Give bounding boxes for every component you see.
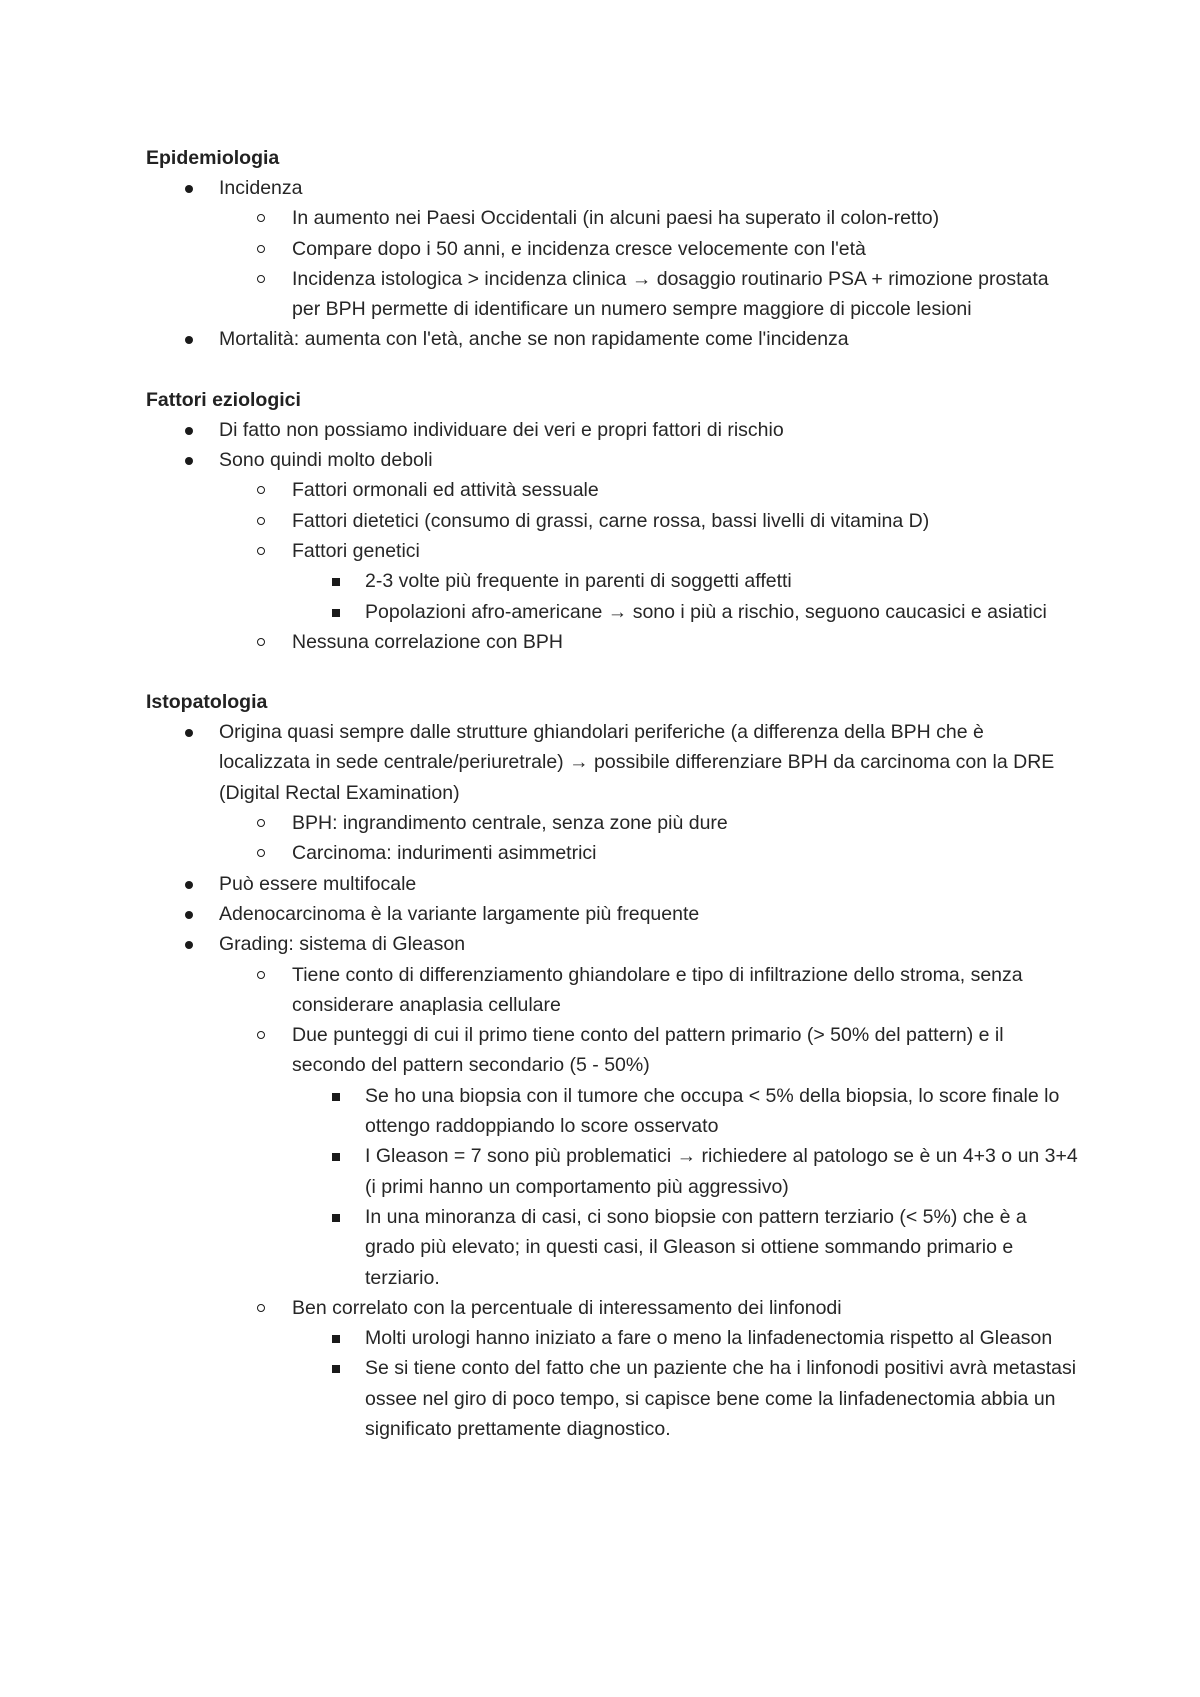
bullet-circle-icon [257,486,265,494]
list-item-text: Compare dopo i 50 anni, e incidenza cresce velocemente con l'età [292,237,866,260]
list-item-text: Incidenza istologica > incidenza clinica → dosaggio routinario PSA + rimozione prostata per BPH permette di identificare un numero sempre maggiore di piccole lesioni [292,267,1049,321]
list-item [219,536,1080,627]
bullet-square-icon [332,578,340,586]
list-item-text: Tiene conto di differenziamento ghiandolare e tipo di infiltrazione dello stroma, senza considerare anaplasia cellulare [292,963,1023,1016]
bullet-dot-icon [185,881,193,889]
list-item-text: Fattori dietetici (consumo di grassi, carne rossa, bassi livelli di vitamina D) [292,509,930,532]
list-item [219,1293,1080,1444]
list-item-text: Può essere multifocale [219,872,417,895]
list-item [292,1081,1080,1142]
fattori-list [146,415,1080,657]
list-item-text: I Gleason = 7 sono più problematici → richiedere al patologo se è un 4+3 o un 3+4 (i primi hanno un comportamento più aggressivo) [365,1145,1078,1198]
istopatologia-list [146,717,1080,1444]
list-item [146,717,1080,868]
list-item [146,415,1080,445]
list-item [219,960,1080,1021]
list-item-text: BPH: ingrandimento centrale, senza zone più dure [292,812,728,835]
list-item [219,264,1080,325]
due-punteggi-sublist [292,1081,1080,1293]
incidenza-sublist [219,203,1080,324]
bullet-dot-icon [185,336,193,344]
bullet-circle-icon [257,849,265,857]
list-item-text: Origina quasi sempre dalle strutture ghiandolari periferiche (a differenza della BPH che è localizzata in sede centrale/periuretrale) → possibile differenziare BPH da carcinoma con la DRE (Digital Rectal Examination) [219,721,1055,804]
section-title-fattori-eziologici: Fattori eziologici [146,388,301,411]
fattori-sublist [219,475,1080,657]
bullet-dot-icon [185,185,193,193]
bullet-square-icon [332,1153,340,1161]
list-item [219,808,1080,838]
list-item-text: Se ho una biopsia con il tumore che occupa < 5% della biopsia, lo score finale lo ottengo raddoppiando lo score osservato [365,1084,1060,1138]
list-item-text: In aumento nei Paesi Occidentali (in alcuni paesi ha superato il colon-retto) [292,207,940,230]
list-item-text: Incidenza [219,177,303,199]
list-item [292,566,1080,596]
bullet-dot-icon [185,941,193,949]
genetici-sublist [292,566,1080,627]
list-item-text: Se si tiene conto del fatto che un paziente che ha i linfonodi positivi avrà metastasi ossee nel giro di poco tempo, si capisce bene come la linfadenectomia abbia un significato prettamente diagnostico. [365,1357,1077,1440]
epidemiologia-list [146,173,1080,355]
list-item [219,475,1080,505]
bullet-circle-icon [257,638,265,646]
list-item-text: Ben correlato con la percentuale di interessamento dei linfonodi [292,1296,842,1319]
section-gap [146,355,1080,385]
origina-sublist [219,808,1080,869]
list-item [146,324,1080,354]
list-item-text: Molti urologi hanno iniziato a fare o meno la linfadenectomia rispetto al Gleason [365,1327,1053,1350]
bullet-dot-icon [185,911,193,919]
bullet-dot-icon [185,427,193,435]
list-item-text: Fattori ormonali ed attività sessuale [292,479,599,502]
ben-correlato-sublist [292,1323,1080,1444]
list-item [292,1323,1080,1353]
bullet-square-icon [332,609,340,617]
list-item-text: Carcinoma: indurimenti asimmetrici [292,842,597,865]
bullet-circle-icon [257,245,265,253]
list-item-text: 2-3 volte più frequente in parenti di soggetti affetti [365,570,792,593]
bullet-dot-icon [185,457,193,465]
list-item-text: Grading: sistema di Gleason [219,933,466,956]
list-item [219,506,1080,536]
bullet-square-icon [332,1093,340,1101]
list-item [292,1141,1080,1202]
list-item-text: Popolazioni afro-americane → sono i più a rischio, seguono caucasici e asiatici [365,600,1047,623]
list-item-text: Di fatto non possiamo individuare dei veri e propri fattori di rischio [219,418,784,441]
list-item-text: Nessuna correlazione con BPH [292,630,563,653]
list-item-text: Mortalità: aumenta con l'età, anche se non rapidamente come l'incidenza [219,328,849,351]
bullet-circle-icon [257,819,265,827]
bullet-circle-icon [257,1031,265,1039]
list-item [146,869,1080,899]
list-item [292,1202,1080,1293]
grading-sublist [219,960,1080,1445]
bullet-circle-icon [257,547,265,555]
list-item [219,234,1080,264]
bullet-circle-icon [257,517,265,525]
section-title-epidemiologia: Epidemiologia [146,147,280,169]
bullet-circle-icon [257,214,265,222]
bullet-circle-icon [257,275,265,283]
list-item [219,203,1080,233]
list-item [146,173,1080,324]
bullet-square-icon [332,1335,340,1343]
list-item-text: Fattori genetici [292,539,420,562]
list-item [219,627,1080,657]
bullet-dot-icon [185,729,193,737]
bullet-square-icon [332,1365,340,1373]
list-item [146,899,1080,929]
list-item [146,929,1080,1444]
bullet-circle-icon [257,1304,265,1312]
section-title-istopatologia: Istopatologia [146,691,268,714]
list-item [146,445,1080,657]
list-item-text: Sono quindi molto deboli [219,449,433,472]
list-item [219,838,1080,868]
list-item-text: Due punteggi di cui il primo tiene conto del pattern primario (> 50% del pattern) e il secondo del pattern secondario (5 - 50%) [292,1024,1004,1077]
list-item [219,1020,1080,1293]
list-item-text: Adenocarcinoma è la variante largamente più frequente [219,902,700,925]
bullet-square-icon [332,1214,340,1222]
list-item [292,597,1080,627]
section-gap [146,657,1080,687]
list-item-text: In una minoranza di casi, ci sono biopsie con pattern terziario (< 5%) che è a grado più elevato; in questi casi, il Gleason si ottiene sommando primario e terziario. [365,1205,1027,1289]
bullet-circle-icon [257,971,265,979]
list-item [292,1353,1080,1444]
